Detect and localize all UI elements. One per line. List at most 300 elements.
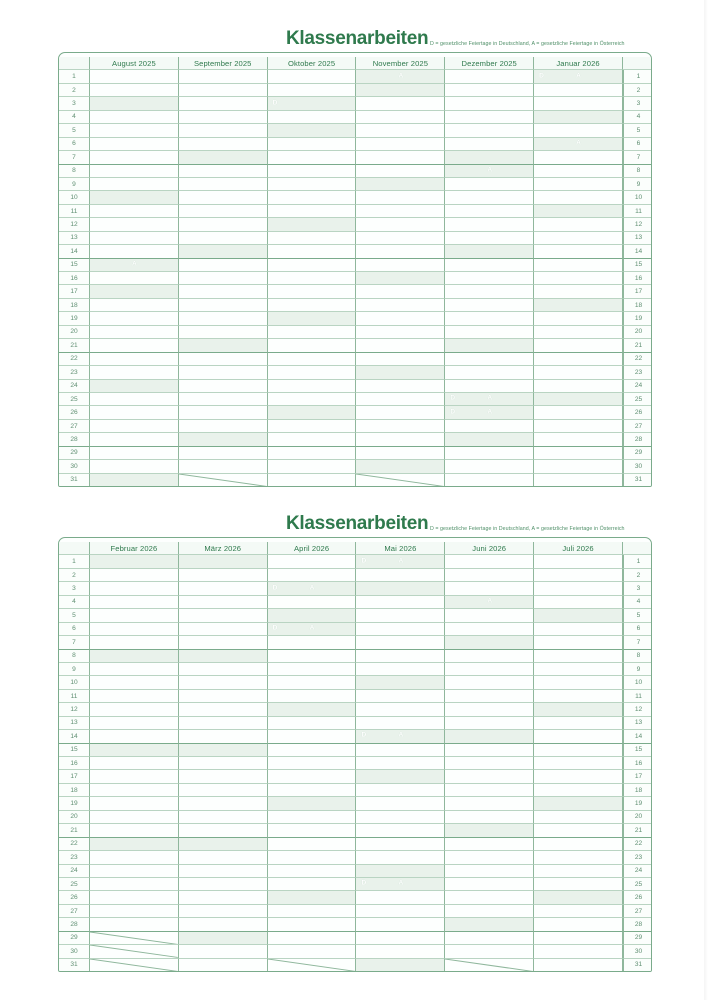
calendar-cell[interactable]: [445, 339, 534, 352]
calendar-cell[interactable]: [90, 191, 179, 204]
calendar-cell[interactable]: [534, 959, 623, 971]
calendar-cell[interactable]: [179, 393, 268, 406]
calendar-cell[interactable]: [534, 569, 623, 582]
calendar-cell[interactable]: [534, 447, 623, 460]
calendar-cell[interactable]: [445, 582, 534, 595]
calendar-cell[interactable]: [356, 569, 445, 582]
calendar-cell[interactable]: [445, 406, 534, 419]
calendar-cell[interactable]: [268, 138, 357, 151]
calendar-cell[interactable]: [356, 636, 445, 649]
calendar-cell[interactable]: [445, 636, 534, 649]
calendar-cell[interactable]: [445, 460, 534, 473]
calendar-cell[interactable]: [179, 205, 268, 218]
calendar-cell[interactable]: [179, 811, 268, 824]
calendar-cell[interactable]: [534, 353, 623, 366]
calendar-cell[interactable]: [268, 124, 357, 137]
calendar-cell[interactable]: [534, 420, 623, 433]
calendar-cell[interactable]: [534, 339, 623, 352]
calendar-cell[interactable]: [534, 824, 623, 837]
calendar-cell[interactable]: [90, 582, 179, 595]
calendar-cell[interactable]: [179, 70, 268, 83]
calendar-cell[interactable]: [534, 393, 623, 406]
calendar-cell[interactable]: [268, 891, 357, 904]
calendar-cell[interactable]: [534, 650, 623, 663]
calendar-cell[interactable]: [90, 433, 179, 446]
calendar-cell[interactable]: [445, 569, 534, 582]
calendar-cell[interactable]: [356, 784, 445, 797]
calendar-cell[interactable]: [534, 582, 623, 595]
calendar-cell[interactable]: [179, 636, 268, 649]
calendar-cell[interactable]: [268, 111, 357, 124]
calendar-cell[interactable]: [534, 918, 623, 931]
calendar-cell[interactable]: [179, 111, 268, 124]
calendar-cell[interactable]: [534, 178, 623, 191]
calendar-cell[interactable]: [179, 84, 268, 97]
calendar-cell[interactable]: [356, 245, 445, 258]
calendar-cell[interactable]: [90, 353, 179, 366]
calendar-cell[interactable]: [445, 178, 534, 191]
calendar-cell[interactable]: [268, 299, 357, 312]
calendar-cell[interactable]: [268, 259, 357, 272]
calendar-cell[interactable]: [445, 285, 534, 298]
calendar-cell[interactable]: [90, 918, 179, 931]
calendar-cell[interactable]: [356, 353, 445, 366]
calendar-cell[interactable]: [90, 111, 179, 124]
calendar-cell[interactable]: [268, 205, 357, 218]
calendar-cell[interactable]: [268, 460, 357, 473]
calendar-cell[interactable]: [356, 218, 445, 231]
calendar-cell[interactable]: [179, 797, 268, 810]
calendar-cell[interactable]: [356, 609, 445, 622]
calendar-cell[interactable]: [179, 663, 268, 676]
calendar-cell[interactable]: [179, 945, 268, 958]
calendar-cell[interactable]: [534, 891, 623, 904]
calendar-cell[interactable]: [445, 218, 534, 231]
calendar-cell[interactable]: [445, 70, 534, 83]
calendar-cell[interactable]: [268, 582, 357, 595]
calendar-cell[interactable]: [90, 460, 179, 473]
calendar-cell[interactable]: [356, 165, 445, 178]
calendar-cell[interactable]: [90, 124, 179, 137]
calendar-cell[interactable]: [356, 918, 445, 931]
calendar-cell[interactable]: [445, 676, 534, 689]
calendar-cell[interactable]: [268, 218, 357, 231]
calendar-cell[interactable]: [534, 905, 623, 918]
calendar-cell[interactable]: [268, 285, 357, 298]
calendar-cell[interactable]: [179, 865, 268, 878]
calendar-cell[interactable]: [356, 406, 445, 419]
calendar-cell[interactable]: [356, 339, 445, 352]
calendar-cell[interactable]: [356, 797, 445, 810]
calendar-cell[interactable]: [356, 932, 445, 945]
calendar-cell[interactable]: [179, 555, 268, 568]
calendar-cell[interactable]: [534, 272, 623, 285]
calendar-cell[interactable]: [268, 393, 357, 406]
calendar-cell[interactable]: [90, 151, 179, 164]
calendar-cell[interactable]: [90, 326, 179, 339]
calendar-cell[interactable]: [534, 380, 623, 393]
calendar-cell[interactable]: [90, 663, 179, 676]
calendar-cell[interactable]: [90, 84, 179, 97]
calendar-cell[interactable]: [90, 905, 179, 918]
calendar-cell[interactable]: [534, 245, 623, 258]
calendar-cell[interactable]: [445, 366, 534, 379]
calendar-cell[interactable]: [445, 797, 534, 810]
calendar-cell[interactable]: [179, 851, 268, 864]
calendar-cell[interactable]: [179, 770, 268, 783]
calendar-cell[interactable]: [268, 797, 357, 810]
calendar-cell[interactable]: [90, 569, 179, 582]
calendar-cell[interactable]: [268, 770, 357, 783]
calendar-cell[interactable]: [268, 703, 357, 716]
calendar-cell[interactable]: [356, 151, 445, 164]
calendar-cell[interactable]: [356, 905, 445, 918]
calendar-cell[interactable]: [445, 111, 534, 124]
calendar-cell[interactable]: [90, 797, 179, 810]
calendar-cell[interactable]: [445, 393, 534, 406]
calendar-cell[interactable]: [534, 609, 623, 622]
calendar-cell[interactable]: [179, 124, 268, 137]
calendar-cell[interactable]: [445, 124, 534, 137]
calendar-cell[interactable]: [179, 406, 268, 419]
calendar-cell[interactable]: [90, 744, 179, 757]
calendar-cell[interactable]: [356, 596, 445, 609]
calendar-cell[interactable]: [90, 824, 179, 837]
calendar-cell[interactable]: [90, 272, 179, 285]
calendar-cell[interactable]: [268, 905, 357, 918]
calendar-cell[interactable]: [356, 285, 445, 298]
calendar-cell[interactable]: [445, 865, 534, 878]
calendar-cell[interactable]: [534, 596, 623, 609]
calendar-cell[interactable]: [179, 218, 268, 231]
calendar-cell[interactable]: [356, 690, 445, 703]
calendar-cell[interactable]: [534, 326, 623, 339]
calendar-cell[interactable]: [445, 420, 534, 433]
calendar-cell[interactable]: [268, 811, 357, 824]
calendar-cell[interactable]: [90, 420, 179, 433]
calendar-cell[interactable]: [90, 851, 179, 864]
calendar-cell[interactable]: [445, 663, 534, 676]
calendar-cell[interactable]: [90, 959, 179, 971]
calendar-cell[interactable]: [534, 811, 623, 824]
calendar-cell[interactable]: [90, 380, 179, 393]
calendar-cell[interactable]: [445, 690, 534, 703]
calendar-cell[interactable]: [534, 851, 623, 864]
calendar-cell[interactable]: [179, 353, 268, 366]
calendar-cell[interactable]: [356, 178, 445, 191]
calendar-cell[interactable]: [534, 205, 623, 218]
calendar-cell[interactable]: [268, 851, 357, 864]
calendar-cell[interactable]: [445, 932, 534, 945]
calendar-cell[interactable]: [268, 609, 357, 622]
calendar-cell[interactable]: [90, 165, 179, 178]
calendar-cell[interactable]: [445, 272, 534, 285]
calendar-cell[interactable]: [90, 406, 179, 419]
calendar-cell[interactable]: [90, 366, 179, 379]
calendar-cell[interactable]: [445, 811, 534, 824]
calendar-cell[interactable]: [445, 623, 534, 636]
calendar-cell[interactable]: [179, 784, 268, 797]
calendar-cell[interactable]: [179, 285, 268, 298]
calendar-cell[interactable]: [268, 717, 357, 730]
calendar-cell[interactable]: [90, 138, 179, 151]
calendar-cell[interactable]: [268, 353, 357, 366]
calendar-cell[interactable]: [90, 259, 179, 272]
calendar-cell[interactable]: [90, 703, 179, 716]
calendar-cell[interactable]: [356, 676, 445, 689]
calendar-cell[interactable]: [445, 326, 534, 339]
calendar-cell[interactable]: [445, 650, 534, 663]
calendar-cell[interactable]: [90, 285, 179, 298]
calendar-cell[interactable]: [90, 623, 179, 636]
calendar-cell[interactable]: [268, 447, 357, 460]
calendar-cell[interactable]: [179, 730, 268, 743]
calendar-cell[interactable]: [445, 824, 534, 837]
calendar-cell[interactable]: [445, 299, 534, 312]
calendar-cell[interactable]: [268, 420, 357, 433]
calendar-cell[interactable]: [268, 569, 357, 582]
calendar-cell[interactable]: [179, 838, 268, 851]
calendar-cell[interactable]: [356, 650, 445, 663]
calendar-cell[interactable]: [445, 878, 534, 891]
calendar-cell[interactable]: [179, 460, 268, 473]
calendar-cell[interactable]: [268, 84, 357, 97]
calendar-cell[interactable]: [90, 811, 179, 824]
calendar-cell[interactable]: [179, 165, 268, 178]
calendar-cell[interactable]: [445, 232, 534, 245]
calendar-cell[interactable]: [179, 138, 268, 151]
calendar-cell[interactable]: [534, 797, 623, 810]
calendar-cell[interactable]: [179, 596, 268, 609]
calendar-cell[interactable]: [179, 245, 268, 258]
calendar-cell[interactable]: [268, 918, 357, 931]
calendar-cell[interactable]: [445, 165, 534, 178]
calendar-cell[interactable]: [534, 865, 623, 878]
calendar-cell[interactable]: [268, 838, 357, 851]
calendar-cell[interactable]: [90, 770, 179, 783]
calendar-cell[interactable]: [268, 636, 357, 649]
calendar-cell[interactable]: [445, 703, 534, 716]
calendar-cell[interactable]: [268, 663, 357, 676]
calendar-cell[interactable]: [90, 878, 179, 891]
calendar-cell[interactable]: [179, 420, 268, 433]
calendar-cell[interactable]: [90, 312, 179, 325]
calendar-cell[interactable]: [356, 730, 445, 743]
calendar-cell[interactable]: [90, 757, 179, 770]
calendar-cell[interactable]: [179, 151, 268, 164]
calendar-cell[interactable]: [445, 84, 534, 97]
calendar-cell[interactable]: [356, 111, 445, 124]
calendar-cell[interactable]: [534, 636, 623, 649]
calendar-cell[interactable]: [268, 878, 357, 891]
calendar-cell[interactable]: [534, 259, 623, 272]
calendar-cell[interactable]: [445, 353, 534, 366]
calendar-cell[interactable]: [268, 151, 357, 164]
calendar-cell[interactable]: [179, 232, 268, 245]
calendar-cell[interactable]: [445, 717, 534, 730]
calendar-cell[interactable]: [534, 84, 623, 97]
calendar-cell[interactable]: [445, 730, 534, 743]
calendar-cell[interactable]: [356, 703, 445, 716]
calendar-cell[interactable]: [534, 232, 623, 245]
calendar-cell[interactable]: [534, 555, 623, 568]
calendar-cell[interactable]: [268, 945, 357, 958]
calendar-cell[interactable]: [90, 70, 179, 83]
calendar-cell[interactable]: [179, 717, 268, 730]
calendar-cell[interactable]: [356, 272, 445, 285]
calendar-cell[interactable]: [445, 744, 534, 757]
calendar-cell[interactable]: [179, 878, 268, 891]
calendar-cell[interactable]: [534, 138, 623, 151]
calendar-cell[interactable]: [445, 447, 534, 460]
calendar-cell[interactable]: [268, 959, 357, 971]
calendar-cell[interactable]: [534, 124, 623, 137]
calendar-cell[interactable]: [90, 717, 179, 730]
calendar-cell[interactable]: [179, 932, 268, 945]
calendar-cell[interactable]: [90, 609, 179, 622]
calendar-cell[interactable]: [534, 676, 623, 689]
calendar-cell[interactable]: [90, 245, 179, 258]
calendar-cell[interactable]: [268, 865, 357, 878]
calendar-cell[interactable]: [268, 165, 357, 178]
calendar-cell[interactable]: [179, 178, 268, 191]
calendar-cell[interactable]: [179, 703, 268, 716]
calendar-cell[interactable]: [90, 932, 179, 945]
calendar-cell[interactable]: [179, 312, 268, 325]
calendar-cell[interactable]: [179, 676, 268, 689]
calendar-cell[interactable]: [356, 770, 445, 783]
calendar-cell[interactable]: [179, 569, 268, 582]
calendar-cell[interactable]: [268, 272, 357, 285]
calendar-cell[interactable]: [445, 380, 534, 393]
calendar-cell[interactable]: [534, 111, 623, 124]
calendar-cell[interactable]: [90, 865, 179, 878]
calendar-cell[interactable]: [90, 178, 179, 191]
calendar-cell[interactable]: [268, 757, 357, 770]
calendar-cell[interactable]: [90, 97, 179, 110]
calendar-cell[interactable]: [356, 191, 445, 204]
calendar-cell[interactable]: [179, 299, 268, 312]
calendar-cell[interactable]: [179, 918, 268, 931]
calendar-cell[interactable]: [534, 932, 623, 945]
calendar-cell[interactable]: [445, 596, 534, 609]
calendar-cell[interactable]: [445, 138, 534, 151]
calendar-cell[interactable]: [90, 891, 179, 904]
calendar-cell[interactable]: [179, 891, 268, 904]
calendar-cell[interactable]: [356, 299, 445, 312]
calendar-cell[interactable]: [179, 326, 268, 339]
calendar-cell[interactable]: [179, 272, 268, 285]
calendar-cell[interactable]: [268, 191, 357, 204]
calendar-cell[interactable]: [90, 730, 179, 743]
calendar-cell[interactable]: [268, 178, 357, 191]
calendar-cell[interactable]: [90, 636, 179, 649]
calendar-cell[interactable]: [179, 97, 268, 110]
calendar-cell[interactable]: [90, 650, 179, 663]
calendar-cell[interactable]: [534, 703, 623, 716]
calendar-cell[interactable]: [268, 555, 357, 568]
calendar-cell[interactable]: [356, 623, 445, 636]
calendar-cell[interactable]: [445, 959, 534, 971]
calendar-cell[interactable]: [356, 878, 445, 891]
calendar-cell[interactable]: [268, 245, 357, 258]
calendar-cell[interactable]: [356, 232, 445, 245]
calendar-cell[interactable]: [179, 905, 268, 918]
calendar-cell[interactable]: [534, 97, 623, 110]
calendar-cell[interactable]: [90, 838, 179, 851]
calendar-cell[interactable]: [445, 245, 534, 258]
calendar-cell[interactable]: [445, 945, 534, 958]
calendar-cell[interactable]: [534, 474, 623, 486]
calendar-cell[interactable]: [179, 366, 268, 379]
calendar-cell[interactable]: [534, 191, 623, 204]
calendar-cell[interactable]: [179, 757, 268, 770]
calendar-cell[interactable]: [445, 838, 534, 851]
calendar-cell[interactable]: [445, 151, 534, 164]
calendar-cell[interactable]: [534, 945, 623, 958]
calendar-cell[interactable]: [356, 70, 445, 83]
calendar-cell[interactable]: [534, 717, 623, 730]
calendar-cell[interactable]: [179, 623, 268, 636]
calendar-cell[interactable]: [268, 730, 357, 743]
calendar-cell[interactable]: [356, 205, 445, 218]
calendar-cell[interactable]: [90, 218, 179, 231]
calendar-cell[interactable]: [356, 474, 445, 486]
calendar-cell[interactable]: [445, 757, 534, 770]
calendar-cell[interactable]: [90, 232, 179, 245]
calendar-cell[interactable]: [356, 84, 445, 97]
calendar-cell[interactable]: [356, 757, 445, 770]
calendar-cell[interactable]: [268, 232, 357, 245]
calendar-cell[interactable]: [445, 891, 534, 904]
calendar-cell[interactable]: [356, 366, 445, 379]
calendar-cell[interactable]: [268, 366, 357, 379]
calendar-cell[interactable]: [534, 770, 623, 783]
calendar-cell[interactable]: [534, 757, 623, 770]
calendar-cell[interactable]: [534, 663, 623, 676]
calendar-cell[interactable]: [356, 380, 445, 393]
calendar-cell[interactable]: [179, 690, 268, 703]
calendar-cell[interactable]: [445, 205, 534, 218]
calendar-cell[interactable]: [179, 609, 268, 622]
calendar-cell[interactable]: [268, 433, 357, 446]
calendar-cell[interactable]: [534, 285, 623, 298]
calendar-cell[interactable]: [179, 582, 268, 595]
calendar-cell[interactable]: [356, 663, 445, 676]
calendar-cell[interactable]: [179, 744, 268, 757]
calendar-cell[interactable]: [179, 433, 268, 446]
calendar-cell[interactable]: [90, 596, 179, 609]
calendar-cell[interactable]: [268, 97, 357, 110]
calendar-cell[interactable]: [445, 918, 534, 931]
calendar-cell[interactable]: [268, 380, 357, 393]
calendar-cell[interactable]: [268, 784, 357, 797]
calendar-cell[interactable]: [268, 824, 357, 837]
calendar-cell[interactable]: [356, 420, 445, 433]
calendar-cell[interactable]: [268, 312, 357, 325]
calendar-cell[interactable]: [534, 460, 623, 473]
calendar-cell[interactable]: [268, 623, 357, 636]
calendar-cell[interactable]: [356, 851, 445, 864]
calendar-cell[interactable]: [534, 878, 623, 891]
calendar-cell[interactable]: [356, 447, 445, 460]
calendar-cell[interactable]: [534, 218, 623, 231]
calendar-cell[interactable]: [445, 784, 534, 797]
calendar-cell[interactable]: [179, 474, 268, 486]
calendar-cell[interactable]: [445, 312, 534, 325]
calendar-cell[interactable]: [90, 393, 179, 406]
calendar-cell[interactable]: [268, 474, 357, 486]
